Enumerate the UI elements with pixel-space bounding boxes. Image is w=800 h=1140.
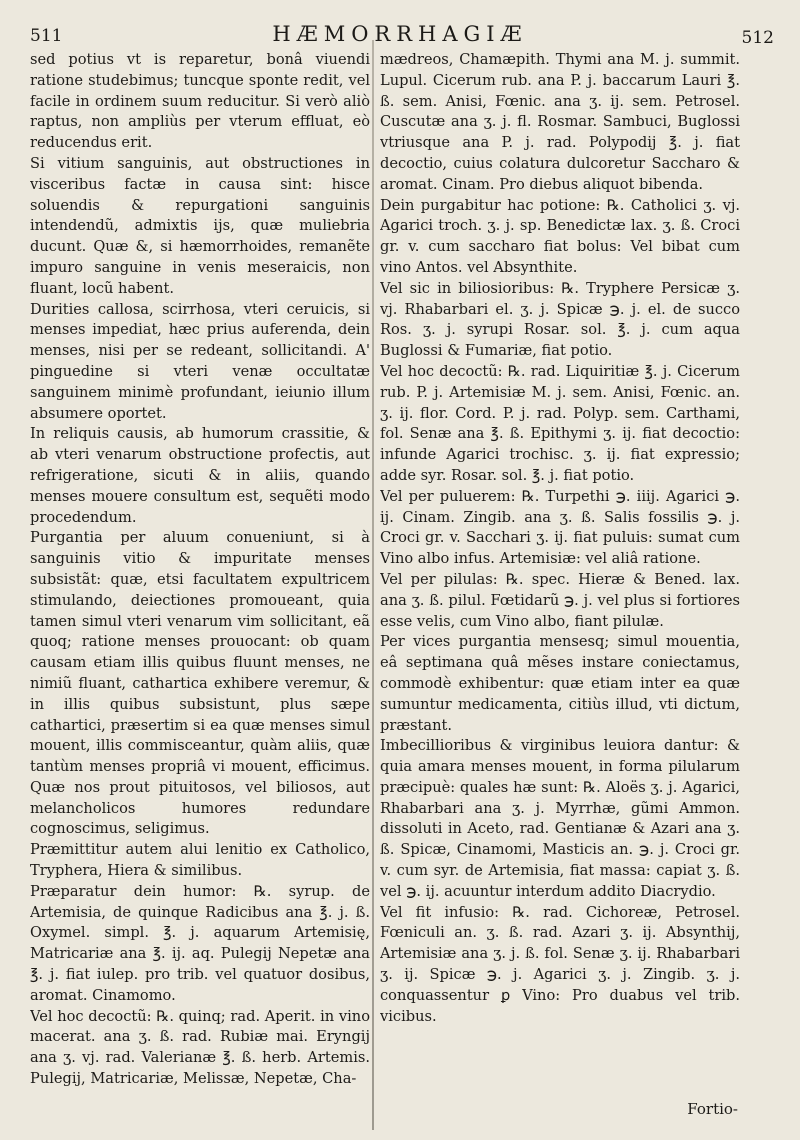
- paragraph: sed potius vt is reparetur, bonâ viuendi ratione studebimus; tuncque sponte redit, vel facile in ordinem suum reducitur. Si verò aliò raptus, non ampliùs per vterum effluat, eò reducendus erit.: [30, 51, 370, 152]
- paragraph: mædreos, Chamæpith. Thymi ana M. j. summit. Lupul. Cicerum rub. ana P. j. baccarum Lauri ℥. ß. sem. Anisi, Fœnic. ana ʒ. ij. sem. Petrosel. Cuscutæ ana ʒ. j. fl. Rosmar. Sambuci, Buglossi vtriusque ana P. j. rad. Polypodij ℥. j. fiat decoctio, cuius colatura dulcoretur Saccharo & aromat. Cinam. Pro diebus aliquot bibenda.: [380, 51, 740, 193]
- paragraph: Præmittitur autem alui lenitio ex Catholico, Tryphera, Hiera & similibus.: [30, 841, 370, 880]
- paragraph: Dein purgabitur hac potione: ℞. Catholici ʒ. vj. Agarici troch. ʒ. j. sp. Benedictæ lax. ʒ. ß. Croci gr. v. cum saccharo fiat bolus: Vel bibat cum vino Antos. vel Absynthite.: [380, 196, 740, 276]
- left-page-number: 511: [30, 26, 63, 46]
- paragraph: Purgantia per aluum conueniunt, si à sanguinis vitio & impuritate menses subsistãt: quæ, etsi facultatem expultricem stimulando, deiectiones promoueant, quia tamen simul vteri venarum vim sollicitant, eã quoq; ratione menses prouocant: ob quam causam etiam illis quibus fluunt menses, ne nimiũ fluant, cathartica exhibere veremur, & in illis quibus subsistunt, plus sæpe cathartici, præsertim si ea quæ menses simul mouent, illis commisceantur, quàm aliis, quæ tantùm menses propriâ vi mouent, efficimus. Quæ nos prout pituitosos, vel biliosos, aut melancholicos humores redundare cognoscimus, seligimus.: [30, 529, 370, 838]
- paragraph: Per vices purgantia mensesq; simul mouentia, eâ septimana quâ mẽses instare coniectamus, commodè exhibentur: quæ etiam inter ea quæ sumuntur medicamenta, citiùs illud, vti dictum, præstant.: [380, 633, 740, 734]
- paragraph: Vel hoc decoctũ: ℞. quinq; rad. Aperit. in vino macerat. ana ʒ. ß. rad. Rubiæ mai. Eryngij ana ʒ. vj. rad. Valerianæ ℥. ß. herb. Artemis. Pulegij, Matricariæ, Melissæ, Nepetæ, Cha-: [30, 1007, 370, 1088]
- paragraph: Vel fit infusio: ℞. rad. Cichoreæ, Petrosel. Fœniculi an. ʒ. ß. rad. Azari ʒ. ij. Absynthij, Artemisiæ ana ʒ. j. ß. fol. Senæ ʒ. ij. Rhabarbari ʒ. ij. Spicæ ℈. j. Agarici ʒ. j. Zingib. ʒ. j. conquassentur ꝑ Vino: Pro duabus vel trib. vicibus.: [380, 903, 740, 1025]
- running-title: HÆMORRHAGIÆ: [272, 22, 528, 46]
- paragraph: Imbecillioribus & virginibus leuiora dantur: & quia amara menses mouent, in forma pilularum præcipuè: quales hæ sunt: ℞. Aloës ʒ. j. Agarici, Rhabarbari ana ʒ. j. Myrrhæ, gũmi Ammon. dissoluti in Aceto, rad. Gentianæ & Azari ana ʒ. ß. Spicæ, Cinamomi, Masticis an. ℈. j. Croci gr. v. cum syr. de Artemisia, fiat massa: capiat ʒ. ß. vel ℈. ij. acuuntur interdum addito Diacrydio.: [380, 737, 740, 900]
- right-column: [380, 50, 740, 1120]
- paragraph: Vel hoc decoctũ: ℞. rad. Liquiritiæ ℥. j. Cicerum rub. P. j. Artemisiæ M. j. sem. Anisi, Fœnic. an. ʒ. ij. flor. Cord. P. j. rad. Polyp. sem. Carthami, fol. Senæ ana ℥. ß. Epithymi ʒ. ij. fiat decoctio: infunde Agarici trochisc. ʒ. ij. fiat expressio; adde syr. Rosar. sol. ℥. j. fiat potio.: [380, 362, 740, 484]
- left-column: [30, 50, 370, 1120]
- right-page-number: 512: [741, 28, 774, 48]
- paragraph: Vel per puluerem: ℞. Turpethi ℈. iiij. Agarici ℈. ij. Cinam. Zingib. ana ʒ. ß. Salis fossilis ℈. j. Croci gr. v. Sacchari ʒ. ij. fiat puluis: sumat cum Vino albo infus. Artemisiæ: vel aliâ ratione.: [380, 487, 740, 568]
- catchword: Fortio-: [687, 1100, 738, 1118]
- paragraph: Durities callosa, scirrhosa, vteri ceruicis, si menses impediat, hæc prius auferenda, dein menses, nisi per se redeant, sollicitandi. A' pinguedine si vteri venæ occultatæ sanguinem minimè profundant, ieiunio illum absumere oportet.: [30, 300, 370, 422]
- paragraph: Præparatur dein humor: ℞. syrup. de Artemisia, de quinque Radicibus ana ℥. j. ß. Oxymel. simpl. ℥. j. aquarum Artemisię, Matricariæ ana ℥. ij. aq. Pulegij Nepetæ ana ℥. j. fiat iulep. pro trib. vel quatuor dosibus, aromat. Cinamomo.: [30, 882, 370, 1004]
- paragraph: Si vitium sanguinis, aut obstructiones in visceribus factæ in causa sint: hisce soluendis & repurgationi sanguinis intendendũ, admixtis ijs, quæ muliebria ducunt. Quæ &, si hæmorrhoides, remanẽte impuro sanguine in venis meseraicis, non fluant, locũ habent.: [30, 154, 370, 297]
- paragraph: Vel per pilulas: ℞. spec. Hieræ & Bened. lax. ana ʒ. ß. pilul. Fœtidarũ ℈. j. vel plus si fortiores esse velis, cum Vino albo, fiant pilulæ.: [380, 570, 740, 630]
- column-divider: [372, 40, 374, 1130]
- paragraph: Vel sic in biliosioribus: ℞. Tryphere Persicæ ʒ. vj. Rhabarbari el. ʒ. j. Spicæ ℈. j. el. de succo Ros. ʒ. j. syrupi Rosar. sol. ℥. j. cum aqua Buglossi & Fumariæ, fiat potio.: [380, 279, 740, 360]
- paragraph: In reliquis causis, ab humorum crassitie, & ab vteri venarum obstructione profectis, aut refrigeratione, sicuti & in aliis, quando menses mouere consultum est, sequẽti modo procedendum.: [30, 425, 370, 526]
